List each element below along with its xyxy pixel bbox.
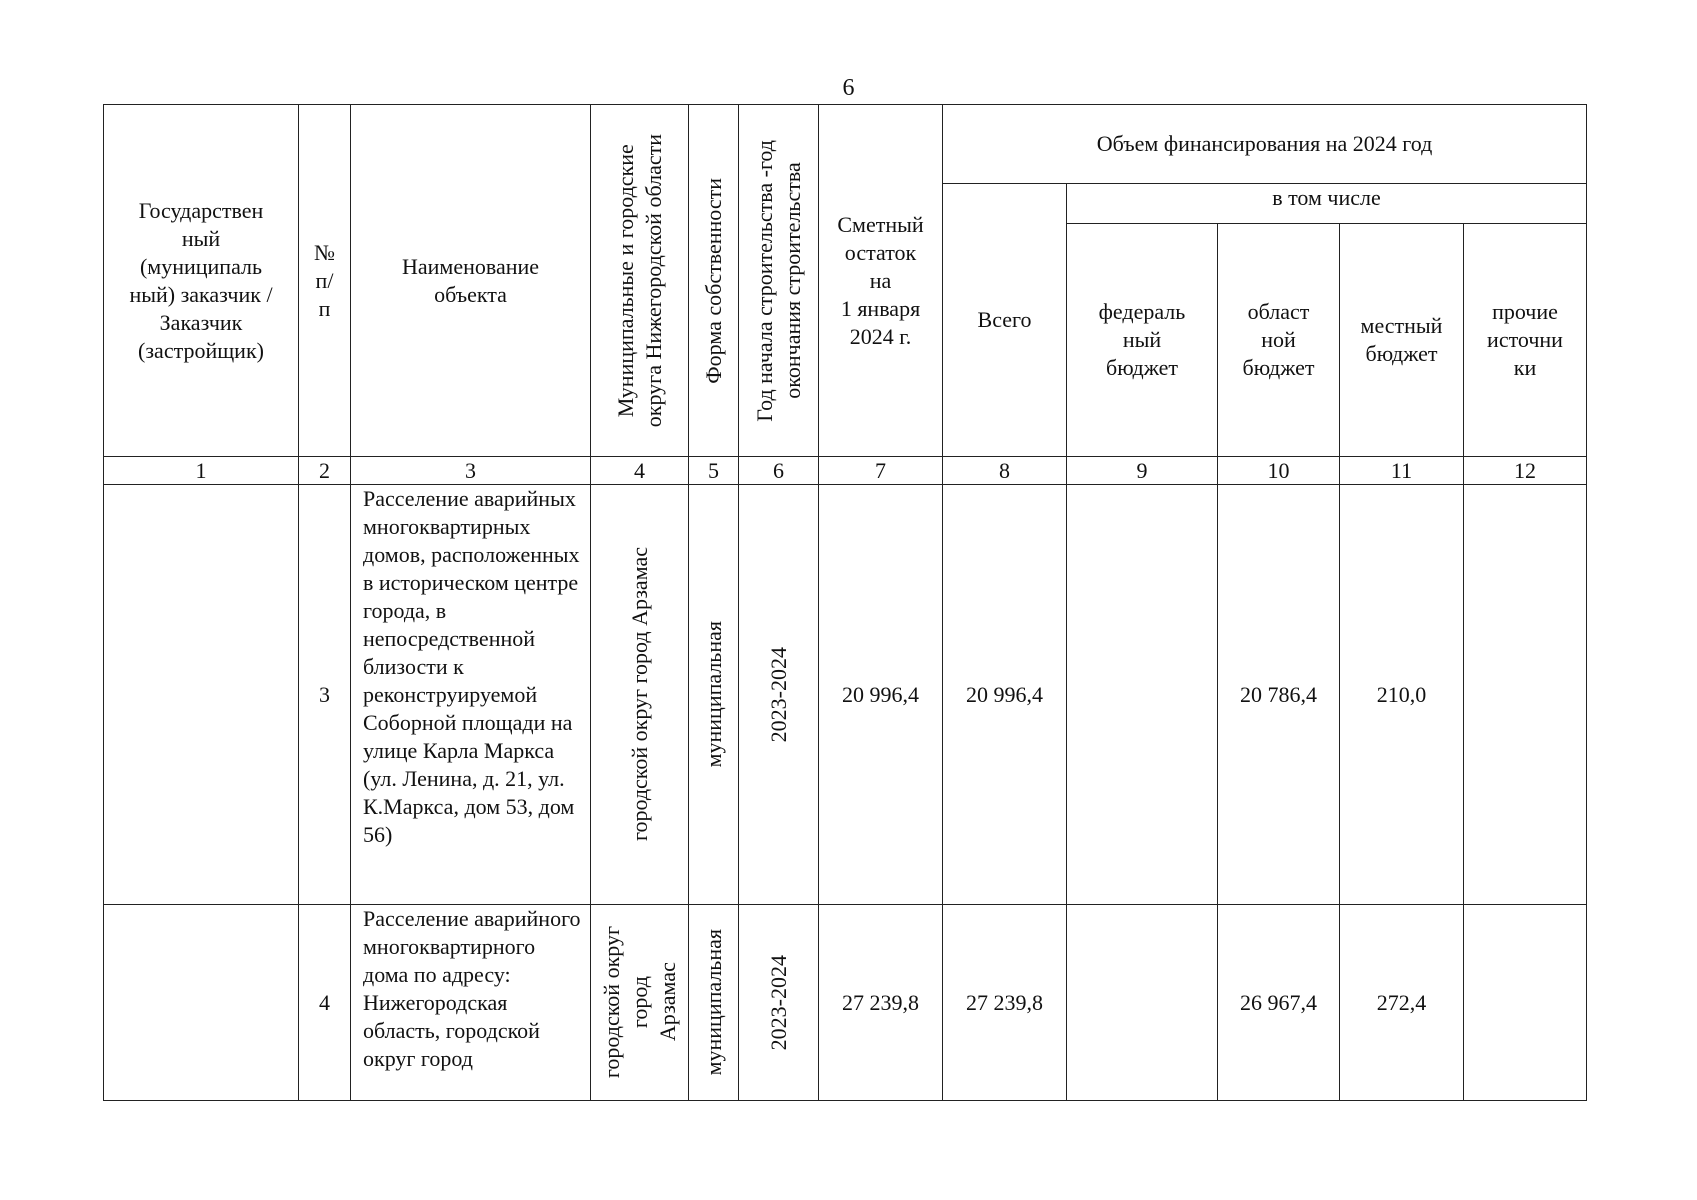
header-row-1 [104, 105, 1587, 184]
column-number: 12 [1464, 457, 1587, 485]
header-total: Всего [943, 184, 1067, 457]
row-total: 20 996,4 [943, 485, 1067, 905]
column-number: 5 [689, 457, 739, 485]
column-number: 9 [1067, 457, 1218, 485]
row-district: городской округ город Арзамас [591, 905, 689, 1101]
header-other: прочие источни ки [1464, 224, 1587, 457]
row-other [1464, 485, 1587, 905]
row-ownership: муниципальная [689, 485, 739, 905]
header-local: местный бюджет [1340, 224, 1464, 457]
row-number: 3 [299, 485, 351, 905]
row-regional: 20 786,4 [1218, 485, 1340, 905]
header-districts: Муниципальные и городские округа Нижегородской области [591, 105, 689, 457]
column-number: 10 [1218, 457, 1340, 485]
row-customer [104, 905, 299, 1101]
row-regional: 26 967,4 [1218, 905, 1340, 1101]
column-number: 7 [819, 457, 943, 485]
row-local: 210,0 [1340, 485, 1464, 905]
row-district: городской округ город Арзамас [591, 485, 689, 905]
column-number: 8 [943, 457, 1067, 485]
page-number: 6 [842, 75, 855, 101]
row-total: 27 239,8 [943, 905, 1067, 1101]
column-number-row [104, 457, 1587, 485]
row-object-name: Расселение аварийного многоквартирного дома по адресу: Нижегородская область, городской округ город [351, 905, 591, 1101]
table-row [104, 905, 1587, 1101]
row-federal [1067, 905, 1218, 1101]
table-row [104, 485, 1587, 905]
row-number: 4 [299, 905, 351, 1101]
header-estimate: Сметный остаток на 1 января 2024 г. [819, 105, 943, 457]
row-years: 2023-2024 [739, 905, 819, 1101]
column-number: 11 [1340, 457, 1464, 485]
header-customer: Государствен ный (муниципаль ный) заказчик / Заказчик (застройщик) [104, 105, 299, 457]
row-customer [104, 485, 299, 905]
row-estimate: 20 996,4 [819, 485, 943, 905]
row-federal [1067, 485, 1218, 905]
column-number: 3 [351, 457, 591, 485]
row-estimate: 27 239,8 [819, 905, 943, 1101]
row-other [1464, 905, 1587, 1101]
row-ownership: муниципальная [689, 905, 739, 1101]
row-local: 272,4 [1340, 905, 1464, 1101]
header-federal: федераль ный бюджет [1067, 224, 1218, 457]
header-regional: област ной бюджет [1218, 224, 1340, 457]
header-financing: Объем финансирования на 2024 год [943, 105, 1587, 184]
column-number: 4 [591, 457, 689, 485]
row-object-name: Расселение аварийных многоквартирных домов, расположенных в историческом центре города, в непосредственной близости к реконструируемой Соборной площади на улице Карла Маркса (ул. Ленина, д. 21, ул. К.Маркса, дом 53, дом 56) [351, 485, 591, 905]
financing-table [103, 104, 1587, 1101]
header-object-name: Наименование объекта [351, 105, 591, 457]
header-years: Год начала строительства -год окончания строительства [739, 105, 819, 457]
header-ownership: Форма собственности [689, 105, 739, 457]
column-number: 2 [299, 457, 351, 485]
header-including: в том числе [1067, 184, 1587, 224]
header-number: № п/ п [299, 105, 351, 457]
column-number: 6 [739, 457, 819, 485]
row-years: 2023-2024 [739, 485, 819, 905]
column-number: 1 [104, 457, 299, 485]
